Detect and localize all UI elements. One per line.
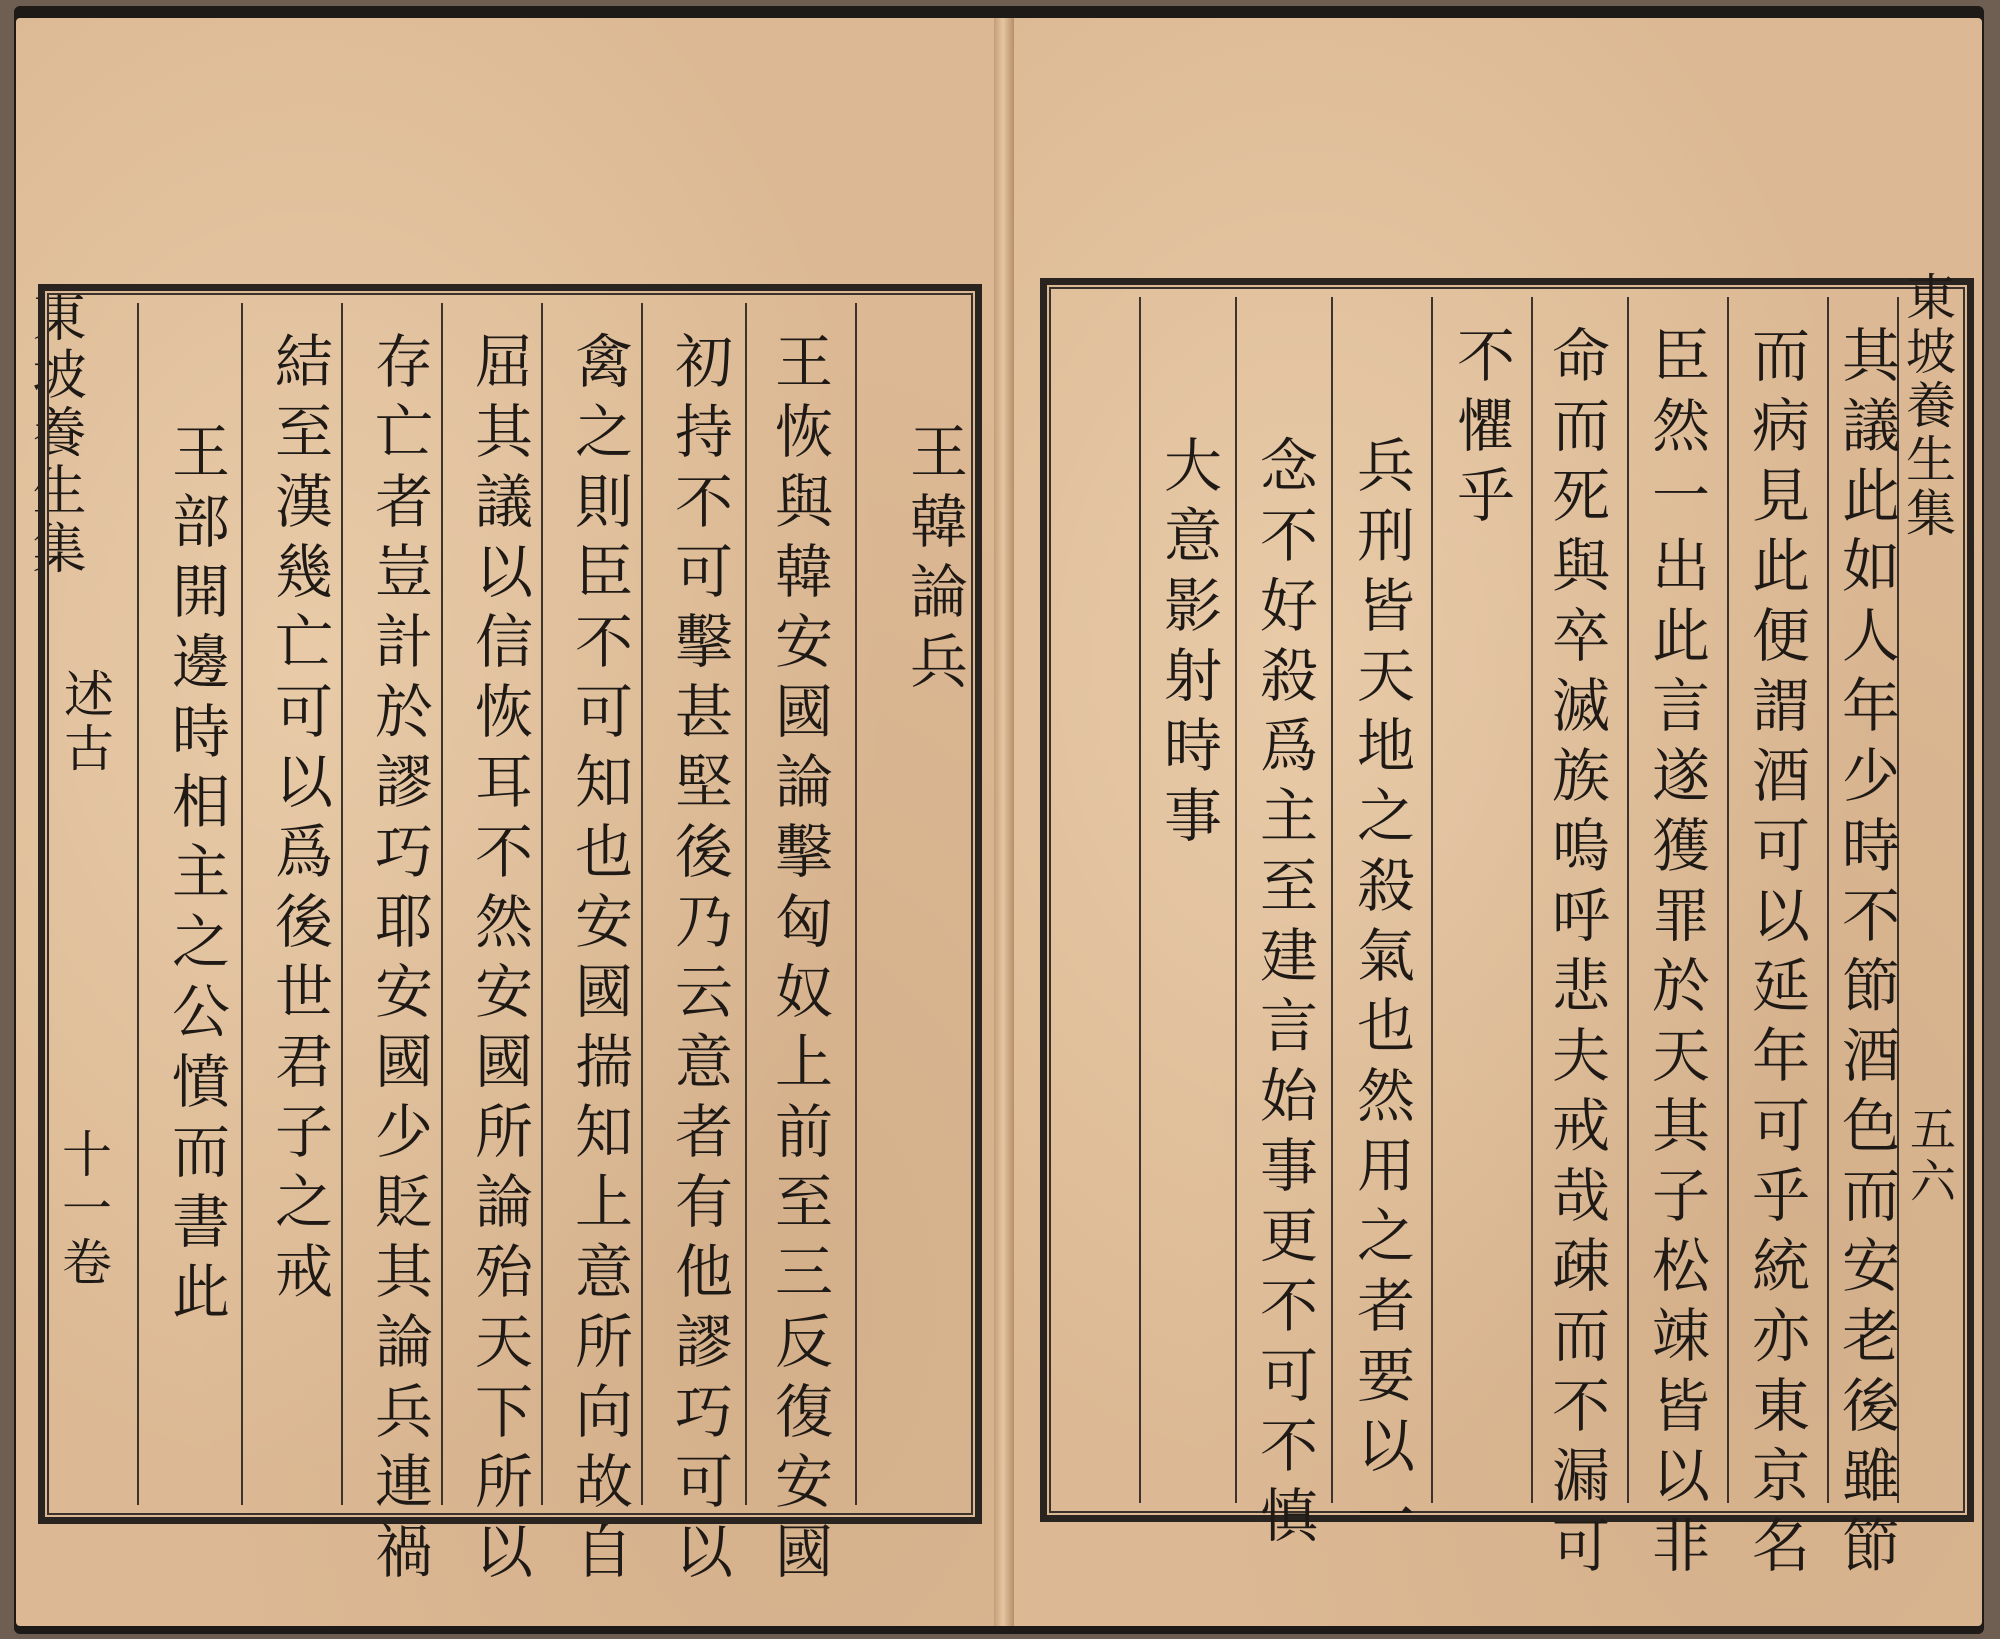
- text-column: 命而死與卒滅族嗚呼悲夫戒哉疎而不漏可: [1542, 325, 1610, 1585]
- text-column: 大意影射時事: [1154, 435, 1222, 855]
- text-column: 禽之則臣不可知也安國揣知上意所向故自: [565, 331, 633, 1591]
- text-column: 存亡者豈計於謬巧耶安國少貶其論兵連禍: [365, 331, 433, 1591]
- margin-folio-left: 十一卷: [54, 1128, 112, 1290]
- margin-folio-right: 五六: [1903, 1105, 1957, 1209]
- text-column: 其議此如人年少時不節酒色而安老後雖節: [1832, 325, 1900, 1585]
- margin-section: 述古: [56, 668, 114, 776]
- text-frame-left: [38, 284, 982, 1591]
- text-column: 王部開邊時相主之公憤而書此: [162, 421, 230, 1331]
- open-book: [14, 6, 1984, 1634]
- text-column: 而病見此便謂酒可以延年可乎統亦東京名: [1742, 325, 1810, 1585]
- text-column: 不懼乎: [1447, 325, 1515, 535]
- text-column: 兵刑皆天地之殺氣也然用之者要以一: [1347, 435, 1415, 1555]
- text-column: 王恢與韓安國論擊匈奴上前至三反復安國: [765, 331, 833, 1591]
- text-column: 臣然一出此言遂獲罪於天其子松竦皆以非: [1642, 325, 1710, 1585]
- book-gutter: [994, 18, 1014, 1626]
- margin-book-title-left: 東坡養生集: [24, 288, 87, 578]
- text-frame-right: [1040, 271, 1974, 1585]
- right-page: [1014, 18, 1982, 1626]
- margin-book-title-right: 東坡養生集: [1898, 271, 1956, 541]
- text-column: 結至漢幾亡可以爲後世君子之戒: [265, 331, 333, 1311]
- text-column: 念不好殺爲主至建言始事更不可不慎: [1250, 435, 1318, 1555]
- text-column: 初持不可擊甚堅後乃云意者有他謬巧可以: [665, 331, 733, 1591]
- text-column: 王韓論兵: [900, 421, 968, 701]
- left-page: [16, 18, 994, 1626]
- text-column: 屈其議以信恢耳不然安國所論殆天下所以: [465, 331, 533, 1591]
